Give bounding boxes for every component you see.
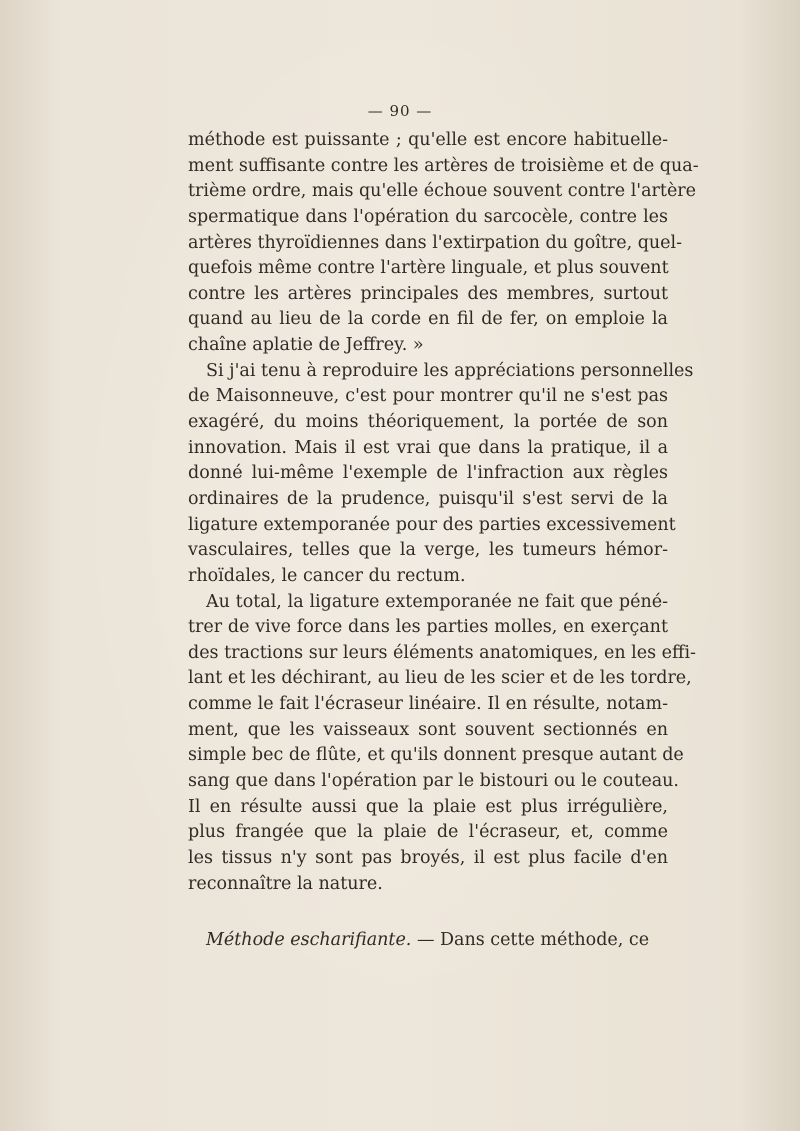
text-line: les tissus n'y sont pas broyés, il est plus facile d'en — [188, 847, 668, 868]
text-line: simple bec de flûte, et qu'ils donnent presque autant de — [188, 745, 684, 766]
text-line: vasculaires, telles que la verge, les tumeurs hémor- — [188, 540, 668, 561]
text-line: Au total, la ligature extemporanée ne fait que péné- — [206, 591, 668, 612]
text-line: méthode est puissante ; qu'elle est encore habituelle- — [188, 130, 668, 150]
text-line: de Maisonneuve, c'est pour montrer qu'il ne s'est pas — [188, 386, 668, 407]
page-number: — 90 — — [367, 102, 433, 120]
text-line: ment suffisante contre les artères de troisième et de qua- — [188, 155, 699, 176]
section-text: — Dans cette méthode, ce — [411, 930, 650, 951]
text-line: ligature extemporanée pour des parties excessivement — [188, 514, 676, 535]
section-gap — [188, 897, 668, 928]
text-line: Si j'ai tenu à reproduire les appréciations personnelles — [206, 360, 694, 381]
text-line: chaîne aplatie de Jeffrey. » — [188, 335, 424, 356]
text-line: exagéré, du moins théoriquement, la portée de son — [188, 412, 668, 433]
text-line: donné lui-même l'exemple de l'infraction aux règles — [188, 463, 668, 484]
text-line: ment, que les vaisseaux sont souvent sectionnés en — [188, 719, 668, 740]
text-line: plus frangée que la plaie de l'écraseur, et, comme — [188, 822, 668, 843]
section-heading-line — [188, 928, 668, 954]
section-heading: Méthode escharifiante. — [206, 930, 412, 951]
text-line: rhoïdales, le cancer du rectum. — [188, 565, 466, 586]
text-line: sang que dans l'opération par le bistouri ou le couteau. — [188, 771, 679, 792]
text-line: quefois même contre l'artère linguale, et plus souvent — [188, 258, 669, 279]
text-line: comme le fait l'écraseur linéaire. Il en résulte, notam- — [188, 694, 668, 715]
body-text — [188, 128, 699, 954]
text-line: des tractions sur leurs éléments anatomiques, en les effi- — [188, 642, 696, 663]
text-line: reconnaître la nature. — [188, 873, 383, 894]
text-line: quand au lieu de la corde en fil de fer, on emploie la — [188, 309, 668, 330]
text-line: artères thyroïdiennes dans l'extirpation du goître, quel- — [188, 232, 683, 253]
text-line: ordinaires de la prudence, puisqu'il s'est servi de la — [188, 488, 668, 509]
text-line: spermatique dans l'opération du sarcocèle, contre les — [188, 206, 668, 227]
text-line: lant et les déchirant, au lieu de les scier et de les tordre, — [188, 668, 692, 689]
text-line: contre les artères principales des membres, surtout — [188, 283, 668, 304]
text-line: trième ordre, mais qu'elle échoue souvent contre l'artère — [188, 181, 697, 202]
text-line: Il en résulte aussi que la plaie est plus irrégulière, — [188, 796, 668, 817]
text-line: trer de vive force dans les parties molles, en exerçant — [188, 617, 668, 638]
text-line: innovation. Mais il est vrai que dans la pratique, il a — [188, 437, 668, 458]
